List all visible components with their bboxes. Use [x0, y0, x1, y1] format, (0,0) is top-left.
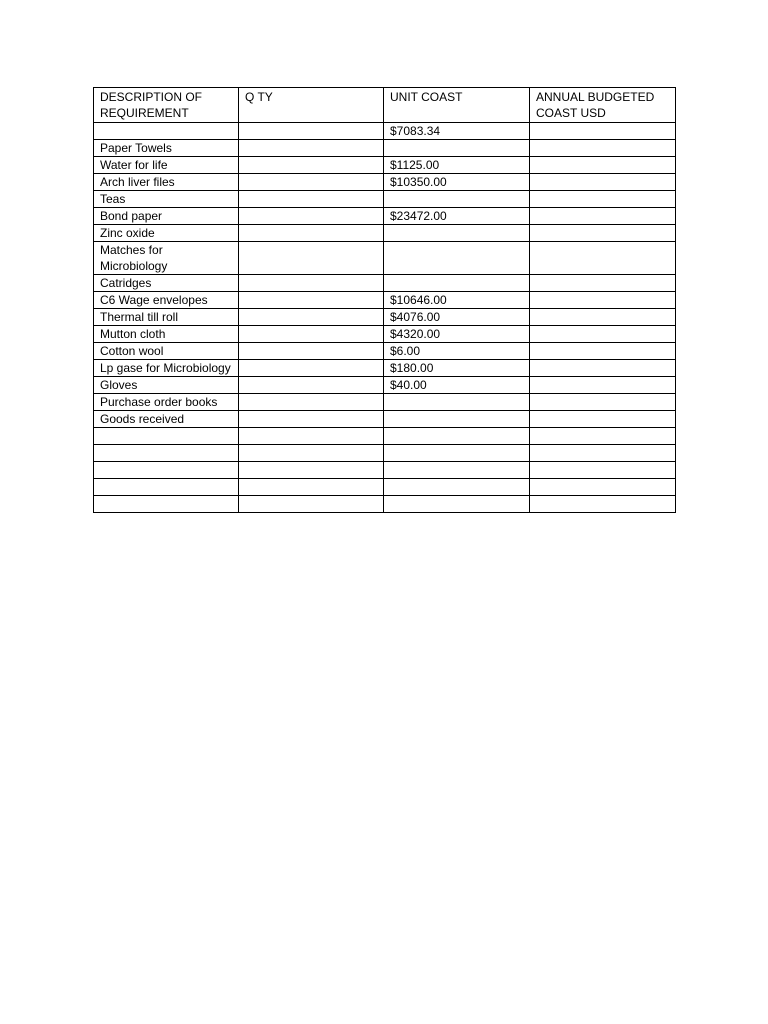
header-annual-budgeted-cost: ANNUAL BUDGETED COAST USD [530, 88, 676, 123]
header-description: DESCRIPTION OF REQUIREMENT [94, 88, 239, 123]
cell-unit-cost [384, 191, 530, 208]
cell-annual-budgeted-cost [530, 242, 676, 275]
table-row [94, 225, 676, 242]
cell-annual-budgeted-cost [530, 479, 676, 496]
cell-unit-cost [384, 140, 530, 157]
cell-annual-budgeted-cost [530, 445, 676, 462]
cell-description: Lp gase for Microbiology [94, 360, 239, 377]
cell-unit-cost [384, 275, 530, 292]
cell-description: Arch liver files [94, 174, 239, 191]
cell-quantity [239, 208, 384, 225]
table-row [94, 428, 676, 445]
cell-description [94, 428, 239, 445]
cell-quantity [239, 462, 384, 479]
cell-description: Paper Towels [94, 140, 239, 157]
cell-annual-budgeted-cost [530, 191, 676, 208]
table-row [94, 208, 676, 225]
table-row [94, 326, 676, 343]
cell-unit-cost: $6.00 [384, 343, 530, 360]
cell-unit-cost: $180.00 [384, 360, 530, 377]
table-row [94, 157, 676, 174]
cell-quantity [239, 360, 384, 377]
cell-quantity [239, 496, 384, 513]
cell-annual-budgeted-cost [530, 411, 676, 428]
cell-quantity [239, 411, 384, 428]
cell-quantity [239, 394, 384, 411]
cell-annual-budgeted-cost [530, 225, 676, 242]
cell-annual-budgeted-cost [530, 123, 676, 140]
cell-unit-cost [384, 428, 530, 445]
cell-quantity [239, 123, 384, 140]
cell-annual-budgeted-cost [530, 462, 676, 479]
cell-description: Thermal till roll [94, 309, 239, 326]
cell-annual-budgeted-cost [530, 360, 676, 377]
table-row [94, 394, 676, 411]
cell-description: Cotton wool [94, 343, 239, 360]
cell-unit-cost [384, 394, 530, 411]
table-row [94, 343, 676, 360]
cell-unit-cost [384, 462, 530, 479]
cell-description: Purchase order books [94, 394, 239, 411]
table-row [94, 445, 676, 462]
cell-unit-cost: $40.00 [384, 377, 530, 394]
cell-quantity [239, 140, 384, 157]
cell-annual-budgeted-cost [530, 428, 676, 445]
cell-description [94, 445, 239, 462]
cell-quantity [239, 445, 384, 462]
header-quantity: Q TY [239, 88, 384, 123]
cell-annual-budgeted-cost [530, 174, 676, 191]
cell-unit-cost: $4320.00 [384, 326, 530, 343]
cell-description: Matches for Microbiology [94, 242, 239, 275]
cell-description: Gloves [94, 377, 239, 394]
cell-quantity [239, 343, 384, 360]
cell-unit-cost: $10350.00 [384, 174, 530, 191]
table-row [94, 377, 676, 394]
cell-unit-cost: $1125.00 [384, 157, 530, 174]
table-row [94, 140, 676, 157]
cell-description [94, 462, 239, 479]
table-row [94, 191, 676, 208]
cell-quantity [239, 174, 384, 191]
header-row [94, 88, 676, 123]
cell-quantity [239, 428, 384, 445]
table-row [94, 462, 676, 479]
cell-description: Water for life [94, 157, 239, 174]
table-row [94, 292, 676, 309]
cell-unit-cost: $10646.00 [384, 292, 530, 309]
table-row [94, 275, 676, 292]
cell-description: C6 Wage envelopes [94, 292, 239, 309]
cell-quantity [239, 275, 384, 292]
cell-description: Zinc oxide [94, 225, 239, 242]
cell-description [94, 123, 239, 140]
cell-annual-budgeted-cost [530, 309, 676, 326]
cell-description: Catridges [94, 275, 239, 292]
cell-description: Bond paper [94, 208, 239, 225]
cell-annual-budgeted-cost [530, 326, 676, 343]
cell-annual-budgeted-cost [530, 343, 676, 360]
cell-quantity [239, 225, 384, 242]
cell-description [94, 479, 239, 496]
cell-unit-cost [384, 225, 530, 242]
cell-description: Teas [94, 191, 239, 208]
cell-unit-cost: $4076.00 [384, 309, 530, 326]
cell-annual-budgeted-cost [530, 394, 676, 411]
cell-description: Goods received [94, 411, 239, 428]
cell-annual-budgeted-cost [530, 157, 676, 174]
table-row [94, 309, 676, 326]
cell-unit-cost [384, 445, 530, 462]
cell-unit-cost [384, 242, 530, 275]
cell-description [94, 496, 239, 513]
table-row [94, 174, 676, 191]
table-row [94, 479, 676, 496]
cell-unit-cost [384, 479, 530, 496]
budget-table [93, 87, 676, 513]
cell-unit-cost [384, 411, 530, 428]
table-row [94, 360, 676, 377]
cell-quantity [239, 157, 384, 174]
budget-table-header [94, 88, 676, 123]
cell-annual-budgeted-cost [530, 140, 676, 157]
cell-quantity [239, 309, 384, 326]
budget-table-body [94, 123, 676, 513]
table-row [94, 411, 676, 428]
cell-annual-budgeted-cost [530, 275, 676, 292]
table-row [94, 242, 676, 275]
cell-quantity [239, 292, 384, 309]
cell-annual-budgeted-cost [530, 208, 676, 225]
cell-quantity [239, 191, 384, 208]
cell-description: Mutton cloth [94, 326, 239, 343]
table-row [94, 123, 676, 140]
table-row [94, 496, 676, 513]
cell-unit-cost [384, 496, 530, 513]
cell-annual-budgeted-cost [530, 377, 676, 394]
cell-unit-cost: $7083.34 [384, 123, 530, 140]
cell-quantity [239, 326, 384, 343]
cell-quantity [239, 479, 384, 496]
header-unit-cost: UNIT COAST [384, 88, 530, 123]
cell-quantity [239, 242, 384, 275]
cell-unit-cost: $23472.00 [384, 208, 530, 225]
cell-annual-budgeted-cost [530, 496, 676, 513]
cell-annual-budgeted-cost [530, 292, 676, 309]
cell-quantity [239, 377, 384, 394]
